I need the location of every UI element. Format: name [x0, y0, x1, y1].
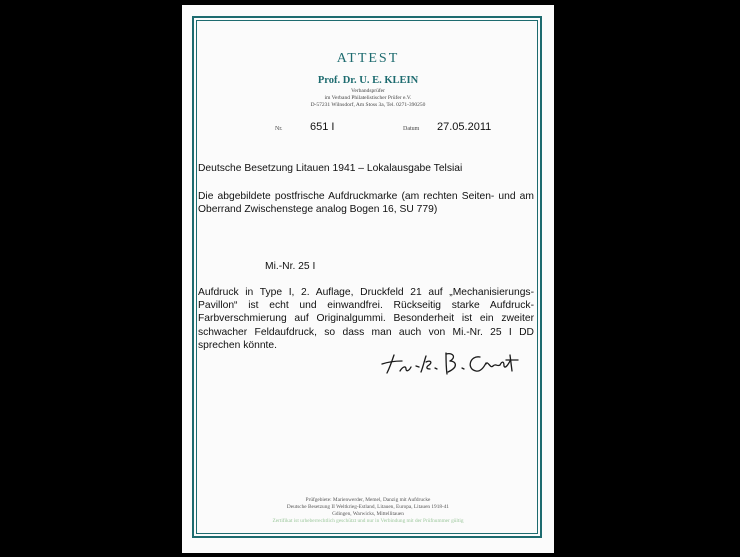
footer-line: Deutsche Besetzung II Weltkrieg-Estland, Litauen, Europa, Litauen 1918-41	[286, 504, 450, 510]
footer-line: Gdingen, Warwicks, Mittellitauen	[332, 511, 404, 517]
footer-line: Prüfgebiete: Marienwerder, Memel, Danzig mit Aufdrucke	[305, 497, 431, 503]
footer-copyright-line: Zertifikat ist urheberrechtlich geschützt und nur in Verbindung mit der Prüfnummer gültig	[272, 518, 464, 524]
expert-address: D-57231 Wilnsdorf, Am Stoss 3a, Tel. 0271-390250	[310, 102, 426, 108]
expert-subline: im Verband Philatelistischer Prüfer e.V.	[324, 95, 412, 101]
stamp-issue-headline: Deutsche Besetzung Litauen 1941 – Lokalausgabe Telsiai	[198, 163, 463, 174]
stamp-description: Die abgebildete postfrische Aufdruckmarke (am rechten Seiten- und am Oberrand Zwischenstege analog Bogen 16, SU 779)	[198, 191, 534, 216]
certificate-number: 651 I	[310, 121, 335, 133]
certificate-content	[198, 25, 534, 525]
certificate-page	[182, 5, 554, 553]
catalog-number: Mi.-Nr. 25 I	[265, 261, 316, 272]
certificate-date: 27.05.2011	[437, 121, 492, 133]
handwritten-signature	[376, 347, 526, 379]
expert-name: Prof. Dr. U. E. KLEIN	[317, 75, 419, 86]
number-label: Nr.	[275, 126, 283, 132]
expert-subline: Verbandsprüfer	[351, 88, 385, 94]
date-label: Datum	[403, 126, 420, 132]
expert-opinion: Aufdruck in Type I, 2. Auflage, Druckfeld 21 auf „Mechanisierungs-Pavillon“ ist echt und einwandfrei. Rückseitig starke Aufdruck-Farbverschmierung auf Originalgummi. Besonderheit ist ein zweiter schwacher Feldaufdruck, so dass man auch von Mi.-Nr. 25 I DD sprechen könnte.	[198, 287, 534, 351]
certificate-title: ATTEST	[336, 51, 400, 66]
